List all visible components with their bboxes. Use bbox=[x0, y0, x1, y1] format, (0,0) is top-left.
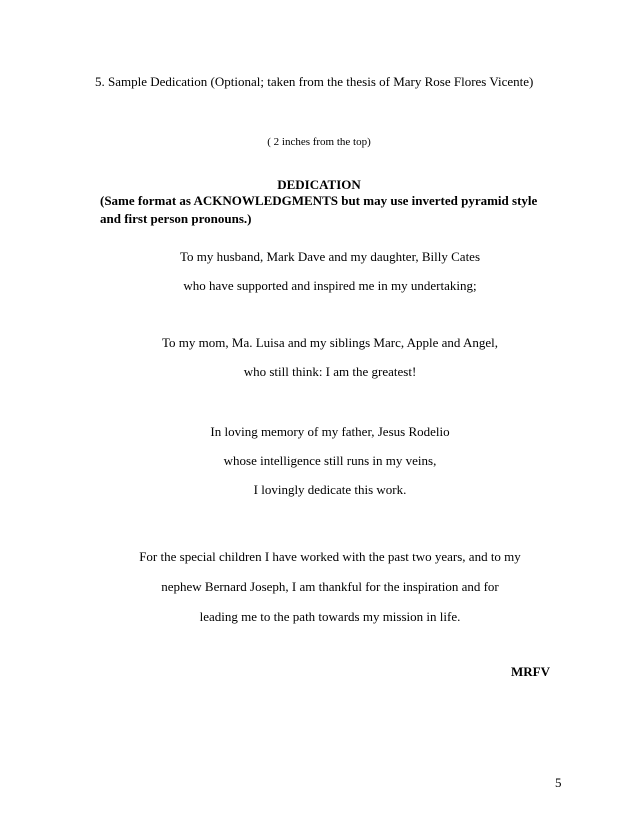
format-note-line-1: (Same format as ACKNOWLEDGMENTS but may use inverted pyramid style bbox=[100, 193, 538, 208]
stanza-4-line-1: For the special children I have worked with the past two years, and to my bbox=[139, 549, 521, 564]
stanza-3-line-1: In loving memory of my father, Jesus Rodelio bbox=[210, 424, 450, 439]
signature-initials: MRFV bbox=[511, 664, 550, 679]
stanza-1-line-2: who have supported and inspired me in my undertaking; bbox=[183, 278, 477, 293]
section-heading: 5. Sample Dedication (Optional; taken from the thesis of Mary Rose Flores Vicente) bbox=[95, 74, 534, 89]
spacing-note: ( 2 inches from the top) bbox=[267, 136, 371, 148]
stanza-4-line-2: nephew Bernard Joseph, I am thankful for the inspiration and for bbox=[161, 579, 499, 594]
stanza-3-line-2: whose intelligence still runs in my veins, bbox=[223, 453, 437, 468]
format-note-line-2: and first person pronouns.) bbox=[100, 211, 252, 226]
stanza-2-line-1: To my mom, Ma. Luisa and my siblings Marc, Apple and Angel, bbox=[162, 335, 498, 350]
format-note bbox=[100, 192, 560, 228]
stanza-4-line-3: leading me to the path towards my mission in life. bbox=[199, 609, 461, 624]
stanza-2-line-2: who still think: I am the greatest! bbox=[243, 364, 417, 379]
stanza-1-line-1: To my husband, Mark Dave and my daughter, Billy Cates bbox=[179, 249, 481, 264]
stanza-3-line-3: I lovingly dedicate this work. bbox=[253, 482, 407, 497]
page-number: 5 bbox=[555, 775, 562, 790]
dedication-title: DEDICATION bbox=[277, 177, 361, 192]
